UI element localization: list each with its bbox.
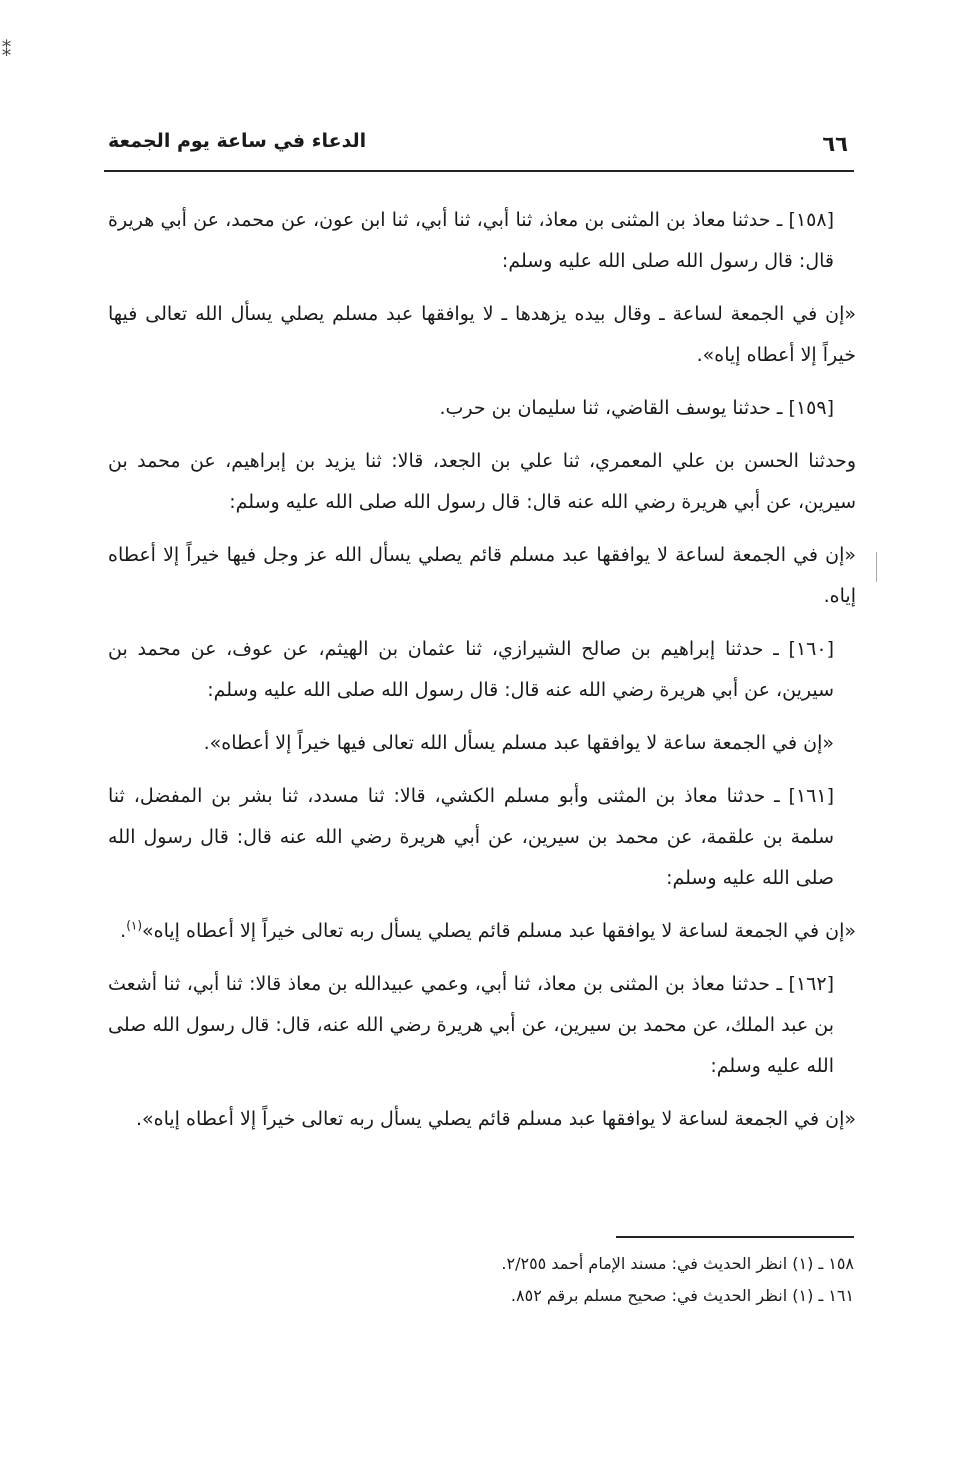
- hadith-162-text: «إن في الجمعة لساعة لا يوافقها عبد مسلم قائم يصلي يسأل ربه تعالى خيراً إلا أعطاه إياه».: [135, 1108, 856, 1130]
- scan-artifact-mark: ⁑: [2, 40, 11, 61]
- hadith-158-chain: [١٥٨] ـ حدثنا معاذ بن المثنى بن معاذ، ثنا أبي، ثنا أبي، ثنا ابن عون، عن محمد، عن أبي هريرة قال: قال رسول الله صلى الله عليه وسلم:: [108, 209, 834, 272]
- hadith-162-chain: [١٦٢] ـ حدثنا معاذ بن المثنى بن معاذ، ثنا أبي، وعمي عبيدالله بن معاذ قالا: ثنا أبي، ثنا أشعث بن عبد الملك، عن محمد بن سيرين، عن أبي هريرة رضي الله عنه، قال: قال رسول الله صلى الله عليه وسلم:: [108, 973, 834, 1077]
- header-rule: [104, 170, 854, 172]
- hadith-159-chain: [١٥٩] ـ حدثنا يوسف القاضي، ثنا سليمان بن حرب.: [439, 397, 834, 419]
- footnote-161: ١٦١ ـ (١) انظر الحديث في: صحيح مسلم برقم ٨٥٢.: [510, 1286, 854, 1305]
- page-number: ٦٦: [822, 132, 848, 156]
- hadith-161-chain: [١٦١] ـ حدثنا معاذ بن المثنى وأبو مسلم الكشي، قالا: ثنا مسدد، ثنا بشر بن المفضل، ثنا سلمة بن علقمة، عن محمد بن سيرين، عن أبي هريرة رضي الله عنه قال: قال رسول الله صلى الله عليه وسلم:: [108, 785, 834, 889]
- hadith-161-text-body: «إن في الجمعة لساعة لا يوافقها عبد مسلم قائم يصلي يسأل ربه تعالى خيراً إلا أعطاه إياه»: [142, 920, 856, 942]
- footnote-rule: [616, 1236, 854, 1238]
- running-title: الدعاء في ساعة يوم الجمعة: [108, 130, 367, 152]
- hadith-159-chain-2: وحدثنا الحسن بن علي المعمري، ثنا علي بن الجعد، قالا: ثنا يزيد بن إبراهيم، عن محمد بن سيرين، عن أبي هريرة رضي الله عنه قال: قال رسول الله صلى الله عليه وسلم:: [108, 450, 856, 513]
- scan-margin-tick: [876, 552, 877, 582]
- footnote-ref[interactable]: (١): [126, 918, 143, 933]
- hadith-159-text: «إن في الجمعة لساعة لا يوافقها عبد مسلم قائم يصلي يسأل الله عز وجل فيها خيراً إلا أعطاه إياه.: [108, 544, 856, 607]
- hadith-160-chain: [١٦٠] ـ حدثنا إبراهيم بن صالح الشيرازي، ثنا عثمان بن الهيثم، عن عوف، عن محمد بن سيرين، عن أبي هريرة رضي الله عنه قال: قال رسول الله صلى الله عليه وسلم:: [108, 638, 834, 701]
- footnotes: [114, 1248, 854, 1312]
- footnote-158: ١٥٨ ـ (١) انظر الحديث في: مسند الإمام أحمد ٢/٢٥٥.: [501, 1254, 854, 1273]
- hadith-160-text: «إن في الجمعة ساعة لا يوافقها عبد مسلم يسأل الله تعالى فيها خيراً إلا أعطاه».: [203, 732, 834, 754]
- main-text: [108, 200, 856, 1152]
- hadith-158-text: «إن في الجمعة لساعة ـ وقال بيده يزهدها ـ لا يوافقها عبد مسلم يصلي يسأل الله تعالى فيها خيراً إلا أعطاه إياه».: [108, 303, 856, 366]
- hadith-161-text: [108, 911, 856, 952]
- page-header: [104, 128, 856, 160]
- hadith-161-text-tail: .: [120, 920, 127, 942]
